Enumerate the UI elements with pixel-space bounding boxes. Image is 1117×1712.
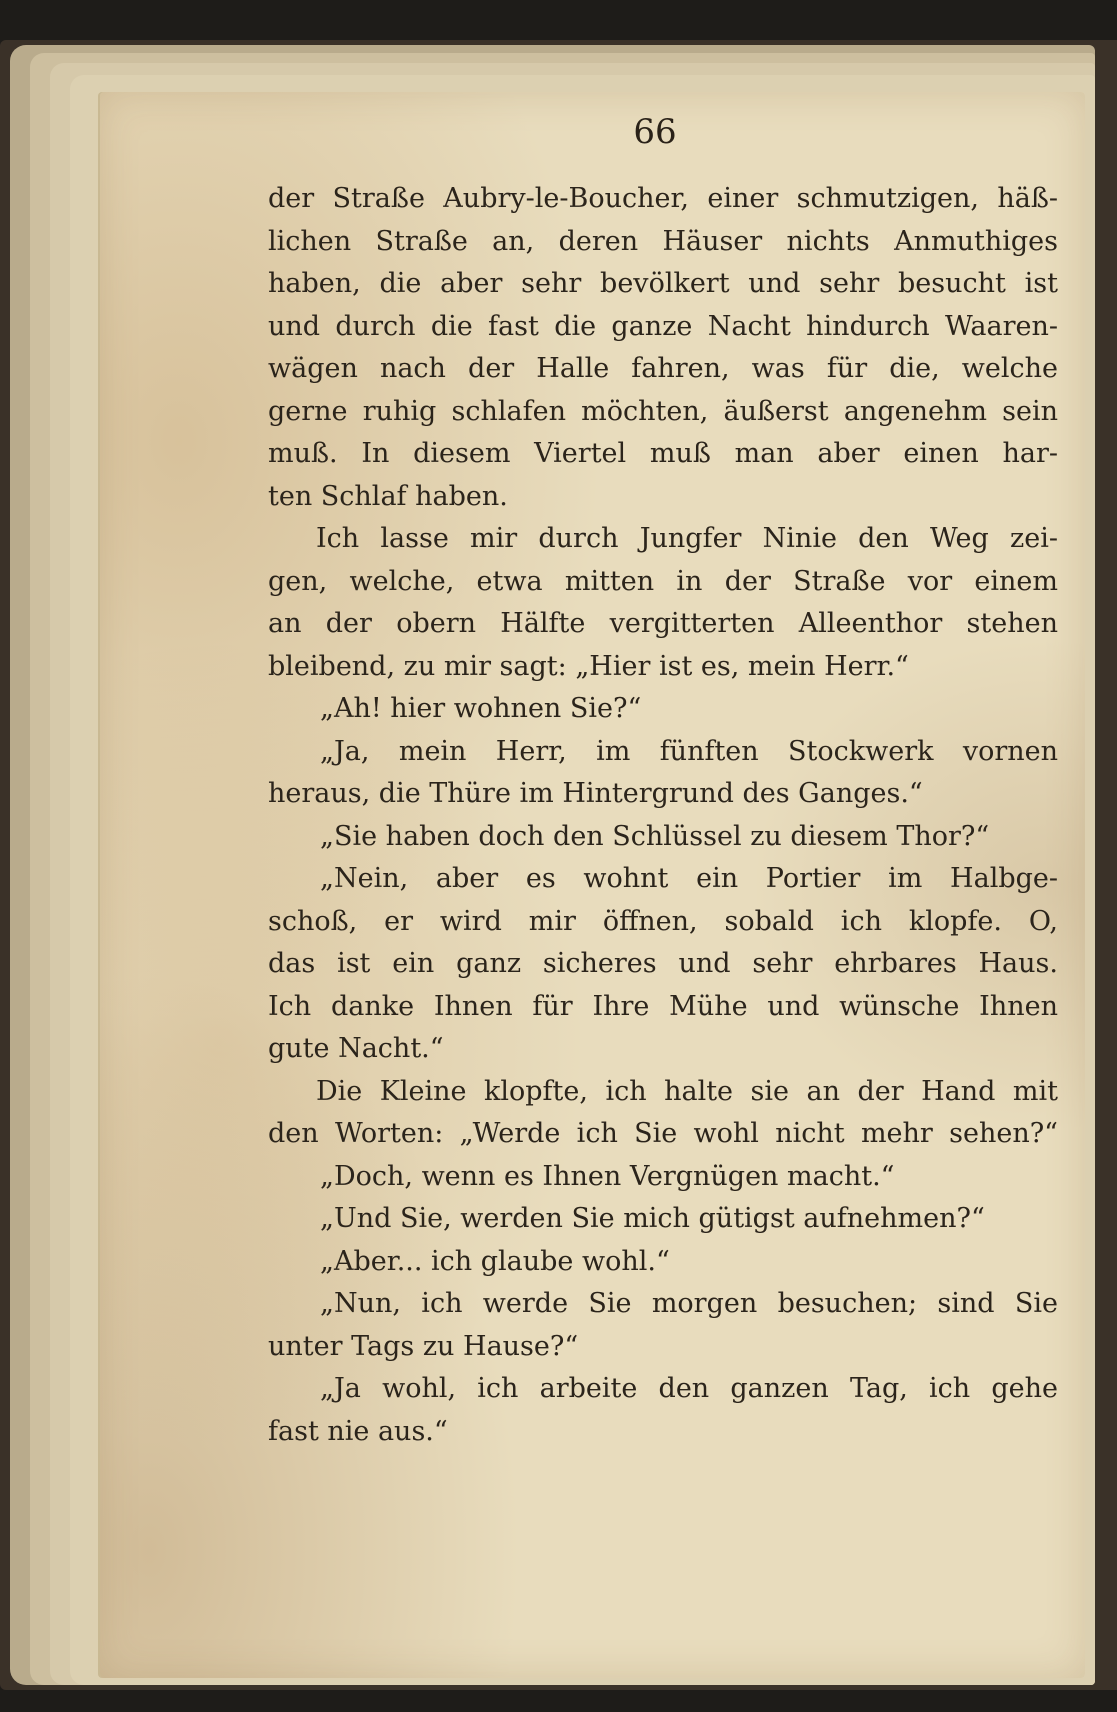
text-line: das ist ein ganz sicheres und sehr ehrbares Haus. [268, 948, 1058, 979]
text-line: muß. In diesem Viertel muß man aber einen har- [268, 438, 1058, 469]
text-line: Ich lasse mir durch Jungfer Ninie den Weg zei- [316, 523, 1058, 554]
text-line: Ich danke Ihnen für Ihre Mühe und wünsche Ihnen [268, 990, 1058, 1022]
text-line: und durch die fast die ganze Nacht hindurch Waaren- [268, 310, 1058, 342]
text-line: „Ja wohl, ich arbeite den ganzen Tag, ich gehe [320, 1373, 1058, 1404]
text-line: „Ah! hier wohnen Sie?“ [320, 693, 642, 724]
text-line: „Nein, aber es wohnt ein Portier im Halbge- [320, 863, 1058, 894]
text-line: „Doch, wenn es Ihnen Vergnügen macht.“ [320, 1160, 895, 1192]
text-line: heraus, die Thüre im Hintergrund des Ganges.“ [268, 778, 923, 809]
text-line: haben, die aber sehr bevölkert und sehr besucht ist [268, 268, 1058, 299]
text-line: „Nun, ich werde Sie morgen besuchen; sind Sie [320, 1288, 1058, 1319]
text-line: „Ja, mein Herr, im fünften Stockwerk vornen [320, 735, 1058, 767]
text-line: fast nie aus.“ [268, 1415, 448, 1447]
text-line: Die Kleine klopfte, ich halte sie an der Hand mit [316, 1075, 1058, 1107]
page-number: 66 [633, 112, 677, 152]
text-line: gen, welche, etwa mitten in der Straße vor einem [268, 565, 1058, 597]
text-line: schoß, er wird mir öffnen, sobald ich klopfe. O, [268, 905, 1058, 937]
text-line: unter Tags zu Hause?“ [268, 1330, 579, 1362]
text-line: der Straße Aubry-le-Boucher, einer schmutzigen, häß- [268, 183, 1058, 214]
text-line: wägen nach der Halle fahren, was für die, welche [268, 353, 1058, 384]
text-line: „Sie haben doch den Schlüssel zu diesem Thor?“ [320, 820, 990, 852]
body-text [268, 178, 1058, 1453]
text-line: gute Nacht.“ [268, 1033, 444, 1064]
text-line: ten Schlaf haben. [268, 480, 508, 512]
text-line: gerne ruhig schlafen möchten, äußerst angenehm sein [268, 395, 1058, 427]
text-line: „Und Sie, werden Sie mich gütigst aufnehmen?“ [320, 1203, 985, 1234]
text-line: bleibend, zu mir sagt: „Hier ist es, mein Herr.“ [268, 650, 909, 682]
text-line: lichen Straße an, deren Häuser nichts Anmuthiges [268, 225, 1058, 257]
text-line: an der obern Hälfte vergitterten Alleenthor stehen [268, 608, 1058, 639]
text-line: „Aber... ich glaube wohl.“ [320, 1245, 670, 1277]
text-line: den Worten: „Werde ich Sie wohl nicht mehr sehen?“ [268, 1118, 1058, 1149]
